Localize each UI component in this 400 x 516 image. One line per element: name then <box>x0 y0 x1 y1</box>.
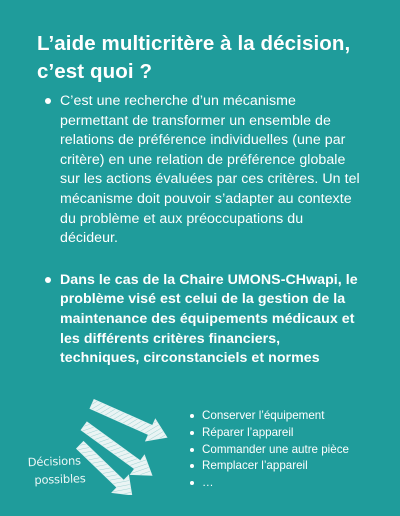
list-item <box>190 458 390 475</box>
bullet-dot <box>45 98 51 104</box>
decisions-label <box>27 451 98 489</box>
bullet-dot <box>190 414 194 418</box>
bullet-definition <box>44 92 360 249</box>
option-label: Remplacer l’appareil <box>202 459 308 473</box>
bullet-text: C’est une recherche d’un mécanisme permettant de transformer un ensemble de relations de préférence individuelles (une par critère) en une relation de préférence globale sur les actions évaluées par ces critères. Un tel mécanisme doit pouvoir s’adapter au contexte du problème et aux préoccupations du décideur. <box>60 93 360 247</box>
option-label: … <box>202 476 214 490</box>
list-item <box>190 475 390 492</box>
title-line-1: L’aide multicritère à la décision, <box>37 32 351 55</box>
bullet-text: Dans le cas de la Chaire UMONS-CHwapi, le problème visé est celui de la gestion de la maintenance des équipements médicaux et les différents critères financiers, techniques, circonstanciels et normes <box>60 271 358 367</box>
decisions-label-line-1: Décisions <box>27 453 82 470</box>
list-item <box>190 408 390 425</box>
bullet-dot <box>190 431 194 435</box>
list-item <box>190 425 390 442</box>
bullet-dot <box>45 277 51 283</box>
main-bullet-list <box>44 92 360 369</box>
list-item <box>190 442 390 459</box>
title-line-2: c’est quoi ? <box>37 60 153 83</box>
option-label: Conserver l’équipement <box>202 409 325 422</box>
bullet-dot <box>190 448 194 452</box>
option-label: Commander une autre pièce <box>202 442 349 456</box>
bullet-dot <box>190 481 194 485</box>
bullet-dot <box>190 464 194 468</box>
bullet-context <box>44 271 360 369</box>
decisions-label-line-2: possibles <box>34 471 86 488</box>
option-label: Réparer l’appareil <box>202 425 294 439</box>
page-title <box>37 30 377 86</box>
options-list <box>190 408 390 492</box>
